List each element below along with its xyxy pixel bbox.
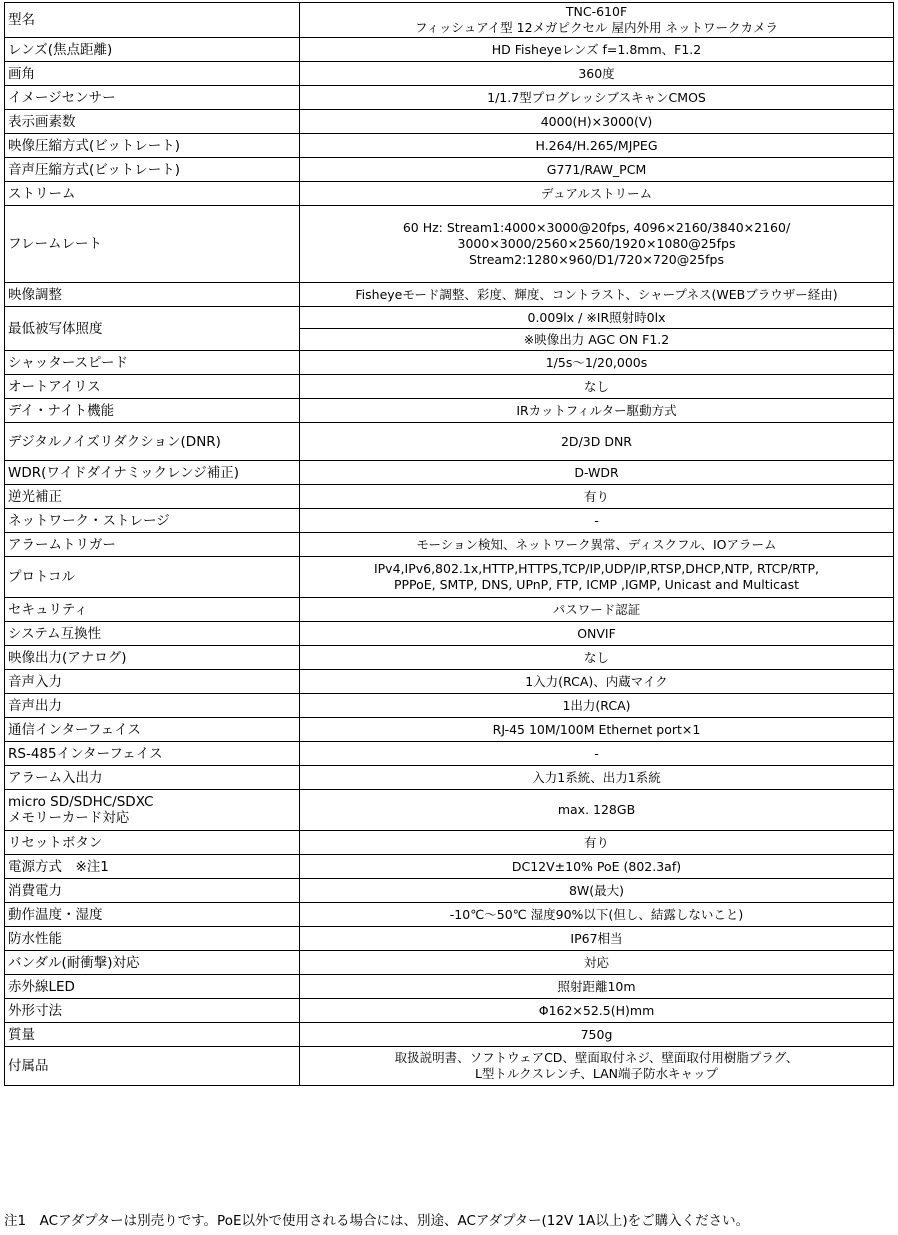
spec-label: イメージセンサー — [5, 86, 300, 110]
spec-label: 防水性能 — [5, 927, 300, 951]
spec-value: 取扱説明書、ソフトウェアCD、壁面取付ネジ、壁面取付用樹脂プラグ、 L型トルクスレンチ、LAN端子防水キャップ — [300, 1047, 894, 1086]
spec-label: 質量 — [5, 1023, 300, 1047]
spec-label: 画角 — [5, 62, 300, 86]
spec-label: アラーム入出力 — [5, 766, 300, 790]
spec-label: 赤外線LED — [5, 975, 300, 999]
spec-label: ストリーム — [5, 182, 300, 206]
spec-row — [5, 158, 894, 182]
spec-row — [5, 903, 894, 927]
spec-value: IRカットフィルター駆動方式 — [300, 399, 894, 423]
spec-label: レンズ(焦点距離) — [5, 38, 300, 62]
spec-row — [5, 351, 894, 375]
spec-label: WDR(ワイドダイナミックレンジ補正) — [5, 461, 300, 485]
spec-label: 付属品 — [5, 1047, 300, 1086]
spec-value: D-WDR — [300, 461, 894, 485]
spec-label: フレームレート — [5, 206, 300, 283]
spec-label: リセットボタン — [5, 831, 300, 855]
spec-value: IPv4,IPv6,802.1x,HTTP,HTTPS,TCP/IP,UDP/IP,RTSP,DHCP,NTP, RTCP/RTP, PPPoE, SMTP, DNS, UPnP, FTP, ICMP ,IGMP, Unicast and Multicast — [300, 557, 894, 598]
spec-value: -10℃～50℃ 湿度90%以下(但し、結露しないこと) — [300, 903, 894, 927]
spec-value: デュアルストリーム — [300, 182, 894, 206]
spec-label: 電源方式 ※注1 — [5, 855, 300, 879]
spec-label: セキュリティ — [5, 598, 300, 622]
spec-row — [5, 206, 894, 283]
spec-row — [5, 622, 894, 646]
spec-row — [5, 62, 894, 86]
spec-label: デイ・ナイト機能 — [5, 399, 300, 423]
spec-value: 有り — [300, 831, 894, 855]
spec-row — [5, 790, 894, 831]
spec-row — [5, 283, 894, 307]
spec-row — [5, 423, 894, 461]
spec-label: RS-485インターフェイス — [5, 742, 300, 766]
spec-value: 照射距離10m — [300, 975, 894, 999]
spec-label: アラームトリガー — [5, 533, 300, 557]
spec-label: micro SD/SDHC/SDXC メモリーカード対応 — [5, 790, 300, 831]
spec-row — [5, 399, 894, 423]
spec-row — [5, 1047, 894, 1086]
spec-row — [5, 134, 894, 158]
spec-value: 750g — [300, 1023, 894, 1047]
spec-row — [5, 557, 894, 598]
spec-label: 最低被写体照度 — [5, 307, 300, 351]
spec-value: max. 128GB — [300, 790, 894, 831]
spec-label: オートアイリス — [5, 375, 300, 399]
spec-label: 型名 — [5, 3, 300, 38]
spec-value: HD Fisheyeレンズ f=1.8mm、F1.2 — [300, 38, 894, 62]
spec-label: 映像調整 — [5, 283, 300, 307]
spec-value: モーション検知、ネットワーク異常、ディスクフル、IOアラーム — [300, 533, 894, 557]
footnote: 注1 ACアダプターは別売りです。PoE以外で使用される場合には、別途、ACアダプター(12V 1A以上)をご購入ください。 — [4, 1213, 750, 1229]
spec-value: 8W(最大) — [300, 879, 894, 903]
spec-label: 通信インターフェイス — [5, 718, 300, 742]
spec-row — [5, 694, 894, 718]
spec-value: Φ162×52.5(H)mm — [300, 999, 894, 1023]
spec-row — [5, 598, 894, 622]
spec-row — [5, 646, 894, 670]
spec-label: 表示画素数 — [5, 110, 300, 134]
spec-row — [5, 509, 894, 533]
spec-value: なし — [300, 375, 894, 399]
spec-value: 対応 — [300, 951, 894, 975]
spec-value: 1出力(RCA) — [300, 694, 894, 718]
spec-value: パスワード認証 — [300, 598, 894, 622]
spec-value: TNC-610F フィッシュアイ型 12メガピクセル 屋内外用 ネットワークカメラ — [300, 3, 894, 38]
spec-row — [5, 831, 894, 855]
spec-row — [5, 182, 894, 206]
spec-label: 音声圧縮方式(ビットレート) — [5, 158, 300, 182]
spec-value: - — [300, 742, 894, 766]
spec-row — [5, 927, 894, 951]
spec-row — [5, 485, 894, 509]
spec-value: なし — [300, 646, 894, 670]
spec-row — [5, 461, 894, 485]
spec-row — [5, 38, 894, 62]
spec-value: 1入力(RCA)、内蔵マイク — [300, 670, 894, 694]
spec-row — [5, 86, 894, 110]
spec-row — [5, 670, 894, 694]
spec-row — [5, 1023, 894, 1047]
spec-value: 60 Hz: Stream1:4000×3000@20fps, 4096×2160/3840×2160/ 3000×3000/2560×2560/1920×1080@25fps Stream2:1280×960/D1/720×720@25fps — [300, 206, 894, 283]
spec-value: 1/5s～1/20,000s — [300, 351, 894, 375]
spec-value: 入力1系統、出力1系統 — [300, 766, 894, 790]
spec-value: Fisheyeモード調整、彩度、輝度、コントラスト、シャープネス(WEBブラウザー経由) — [300, 283, 894, 307]
spec-row — [5, 951, 894, 975]
spec-label: デジタルノイズリダクション(DNR) — [5, 423, 300, 461]
spec-value: 1/1.7型プログレッシブスキャンCMOS — [300, 86, 894, 110]
spec-label: 逆光補正 — [5, 485, 300, 509]
spec-row — [5, 533, 894, 557]
spec-row — [5, 879, 894, 903]
spec-label: 消費電力 — [5, 879, 300, 903]
spec-label: 動作温度・湿度 — [5, 903, 300, 927]
spec-label: バンダル(耐衝撃)対応 — [5, 951, 300, 975]
spec-label: プロトコル — [5, 557, 300, 598]
spec-label: ネットワーク・ストレージ — [5, 509, 300, 533]
spec-row — [5, 3, 894, 38]
spec-value: - — [300, 509, 894, 533]
spec-label: 音声出力 — [5, 694, 300, 718]
spec-row — [5, 742, 894, 766]
spec-label: 映像圧縮方式(ビットレート) — [5, 134, 300, 158]
spec-row — [5, 975, 894, 999]
spec-value: 360度 — [300, 62, 894, 86]
spec-value: H.264/H.265/MJPEG — [300, 134, 894, 158]
spec-label: 映像出力(アナログ) — [5, 646, 300, 670]
spec-value: 0.009lx / ※IR照射時0lx — [300, 307, 894, 329]
spec-table — [4, 2, 894, 1086]
spec-label: 外形寸法 — [5, 999, 300, 1023]
spec-value: ONVIF — [300, 622, 894, 646]
spec-row — [5, 307, 894, 329]
spec-row — [5, 375, 894, 399]
spec-value: RJ-45 10M/100M Ethernet port×1 — [300, 718, 894, 742]
spec-label: 音声入力 — [5, 670, 300, 694]
spec-table-body — [5, 3, 894, 1086]
spec-label: システム互換性 — [5, 622, 300, 646]
spec-value: IP67相当 — [300, 927, 894, 951]
spec-value: DC12V±10% PoE (802.3af) — [300, 855, 894, 879]
spec-row — [5, 999, 894, 1023]
spec-value: 有り — [300, 485, 894, 509]
spec-value: 4000(H)×3000(V) — [300, 110, 894, 134]
spec-label: シャッタースピード — [5, 351, 300, 375]
spec-row — [5, 110, 894, 134]
spec-row — [5, 855, 894, 879]
spec-value: ※映像出力 AGC ON F1.2 — [300, 329, 894, 351]
spec-value: 2D/3D DNR — [300, 423, 894, 461]
spec-value: G771/RAW_PCM — [300, 158, 894, 182]
spec-row — [5, 766, 894, 790]
spec-row — [5, 718, 894, 742]
